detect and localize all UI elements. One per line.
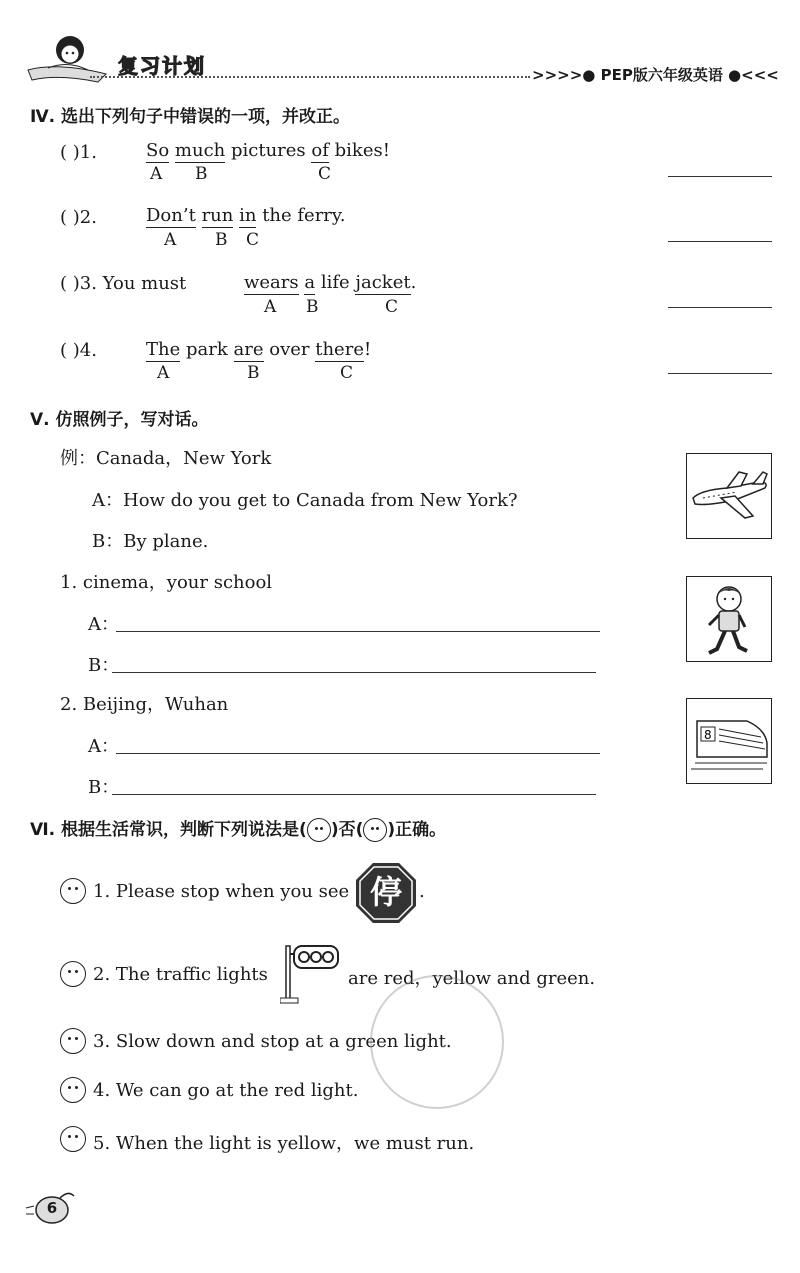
q6-1-end: . <box>419 881 425 902</box>
q4-3-letter-b: B <box>306 297 319 317</box>
q6-2-end: are red，yellow and green. <box>348 968 596 989</box>
section-6-title: Ⅵ. 根据生活常识，判断下列说法是( )否( )正确。 <box>30 820 447 840</box>
q6-1-text: 1. Please stop when you see <box>93 881 350 902</box>
q4-1-number: ( )1. <box>60 142 97 163</box>
q5-1-prompt: 1. cinema，your school <box>60 572 273 593</box>
q5-2-label-a: A： <box>88 736 119 757</box>
q4-1-letter-b: B <box>195 164 208 184</box>
q4-2-number: ( )2. <box>60 207 97 228</box>
q5-2-prompt: 2. Beijing，Wuhan <box>60 694 229 715</box>
q4-2-answer-line[interactable] <box>668 241 772 242</box>
section-4-title: Ⅳ. 选出下列句子中错误的一项，并改正。 <box>30 107 351 127</box>
q6-3-text: 3. Slow down and stop at a green light. <box>93 1031 452 1052</box>
q4-3-answer-line[interactable] <box>668 307 772 308</box>
q4-4-letter-c: C <box>340 363 354 383</box>
q5-1-label-a: A： <box>88 614 119 635</box>
watermark-stamp <box>370 975 504 1109</box>
q5-1-answer-a[interactable] <box>116 631 600 632</box>
q5-2-label-b: B： <box>88 777 120 798</box>
q4-3-letter-a: A <box>264 297 277 317</box>
q4-1-answer-line[interactable] <box>668 176 772 177</box>
q6-2-text: 2. The traffic lights <box>93 964 268 985</box>
q4-3-sentence: wears a life jacket. <box>244 272 417 293</box>
q6-3-face[interactable] <box>60 1028 86 1054</box>
traffic-light-icon <box>280 942 342 1006</box>
q4-2-sentence: Don’t run in the ferry. <box>146 205 346 226</box>
q5-1-label-b: B： <box>88 655 120 676</box>
example-line: 例：Canada，New York <box>60 448 272 469</box>
example-b: B：By plane. <box>92 531 209 552</box>
q4-4-sentence: The park are over there! <box>146 339 372 360</box>
svg-text:8: 8 <box>704 728 712 742</box>
q6-5-text: 5. When the light is yellow，we must run. <box>93 1133 475 1154</box>
q5-1-answer-b[interactable] <box>112 672 596 673</box>
example-a: A：How do you get to Canada from New York? <box>92 490 518 511</box>
answer-face-icon[interactable] <box>60 961 86 987</box>
q4-4-letter-a: A <box>157 363 170 383</box>
q4-3-letter-c: C <box>385 297 399 317</box>
answer-face-icon[interactable] <box>60 878 86 904</box>
section-5-title: Ⅴ. 仿照例子，写对话。 <box>30 410 209 430</box>
smile-face-icon <box>307 818 331 842</box>
q4-1-letter-c: C <box>318 164 332 184</box>
q4-1-letter-a: A <box>150 164 163 184</box>
page-number-badge <box>22 1186 78 1226</box>
q4-4-answer-line[interactable] <box>668 373 772 374</box>
q4-3-number: ( )3. You must <box>60 273 187 294</box>
train-icon <box>686 698 772 784</box>
answer-face-icon[interactable] <box>60 1077 86 1103</box>
plane-icon <box>686 453 772 539</box>
q4-2-letter-c: C <box>246 230 260 250</box>
q4-4-number: ( )4. <box>60 340 97 361</box>
q5-2-answer-a[interactable] <box>116 753 600 754</box>
answer-face-icon[interactable] <box>60 1028 86 1054</box>
walking-boy-icon <box>686 576 772 662</box>
q4-2-letter-b: B <box>215 230 228 250</box>
q4-2-letter-a: A <box>164 230 177 250</box>
header-title: 复习计划 <box>118 54 206 78</box>
q5-2-answer-b[interactable] <box>112 794 596 795</box>
book-title: >>>>● PEP版六年级英语 ●<<< <box>532 66 779 84</box>
header-divider <box>90 76 530 78</box>
stop-sign-icon <box>355 862 417 924</box>
q6-2-face[interactable] <box>60 961 86 987</box>
q6-4-text: 4. We can go at the red light. <box>93 1080 359 1101</box>
page-number: 6 <box>46 1199 58 1217</box>
q6-5-face[interactable] <box>60 1126 86 1152</box>
answer-face-icon[interactable] <box>60 1126 86 1152</box>
q4-4-letter-b: B <box>247 363 260 383</box>
q6-4-face[interactable] <box>60 1077 86 1103</box>
q4-1-sentence: So much pictures of bikes! <box>146 140 390 161</box>
sad-face-icon <box>363 818 387 842</box>
stop-sign-text: 停 <box>369 873 402 911</box>
q6-1-face[interactable] <box>60 878 86 904</box>
